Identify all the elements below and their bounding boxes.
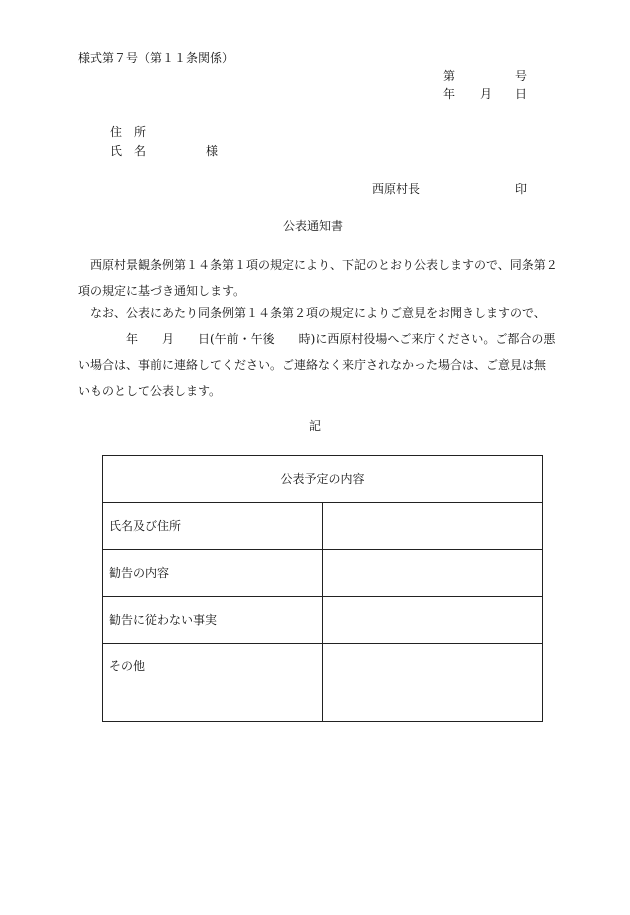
paragraph-line: い場合は、事前に連絡してください。ご連絡なく来庁されなかった場合は、ご意見は無 xyxy=(78,358,547,372)
paragraph-line: なお、公表にあたり同条例第１４条第２項の規定によりご意見をお聞きしますので、 xyxy=(78,306,546,320)
address-label: 住 所 xyxy=(110,125,147,139)
name-label: 氏 名 xyxy=(110,144,147,158)
date-year: 年 xyxy=(443,87,456,101)
publication-content-table xyxy=(102,455,543,722)
date-month: 月 xyxy=(480,87,493,101)
row-value-other xyxy=(323,644,543,722)
document-title: 公表通知書 xyxy=(283,219,344,233)
honorific: 様 xyxy=(206,144,219,158)
row-label-noncompliance: 勧告に従わない事実 xyxy=(103,597,323,644)
row-label-recommendation: 勧告の内容 xyxy=(103,550,323,597)
document-number-suffix: 号 xyxy=(515,69,528,83)
paragraph-line: 項の規定に基づき通知します。 xyxy=(78,284,246,298)
table-row xyxy=(103,550,543,597)
paragraph-hearing xyxy=(78,300,558,404)
table-header-row xyxy=(103,456,543,503)
seal-mark: 印 xyxy=(515,182,528,196)
paragraph-notice xyxy=(78,252,558,304)
form-code: 様式第７号（第１１条関係） xyxy=(78,51,235,65)
paragraph-line: いものとして公表します。 xyxy=(78,384,222,398)
table-header: 公表予定の内容 xyxy=(103,456,543,503)
row-label-name-address: 氏名及び住所 xyxy=(103,503,323,550)
row-value-noncompliance xyxy=(323,597,543,644)
table-row xyxy=(103,597,543,644)
row-value-name-address xyxy=(323,503,543,550)
paragraph-line: 西原村景観条例第１４条第１項の規定により、下記のとおり公表しますので、同条第２ xyxy=(78,258,558,272)
ki-heading: 記 xyxy=(309,419,322,433)
date-day: 日 xyxy=(515,87,528,101)
row-label-other: その他 xyxy=(103,644,323,722)
paragraph-line: 年 月 日(午前・午後 時)に西原村役場へご来庁ください。ご都合の悪 xyxy=(78,332,556,346)
row-value-recommendation xyxy=(323,550,543,597)
table-row xyxy=(103,503,543,550)
issuer-title: 西原村長 xyxy=(372,182,421,196)
table-row xyxy=(103,644,543,722)
document-number-prefix: 第 xyxy=(443,69,456,83)
